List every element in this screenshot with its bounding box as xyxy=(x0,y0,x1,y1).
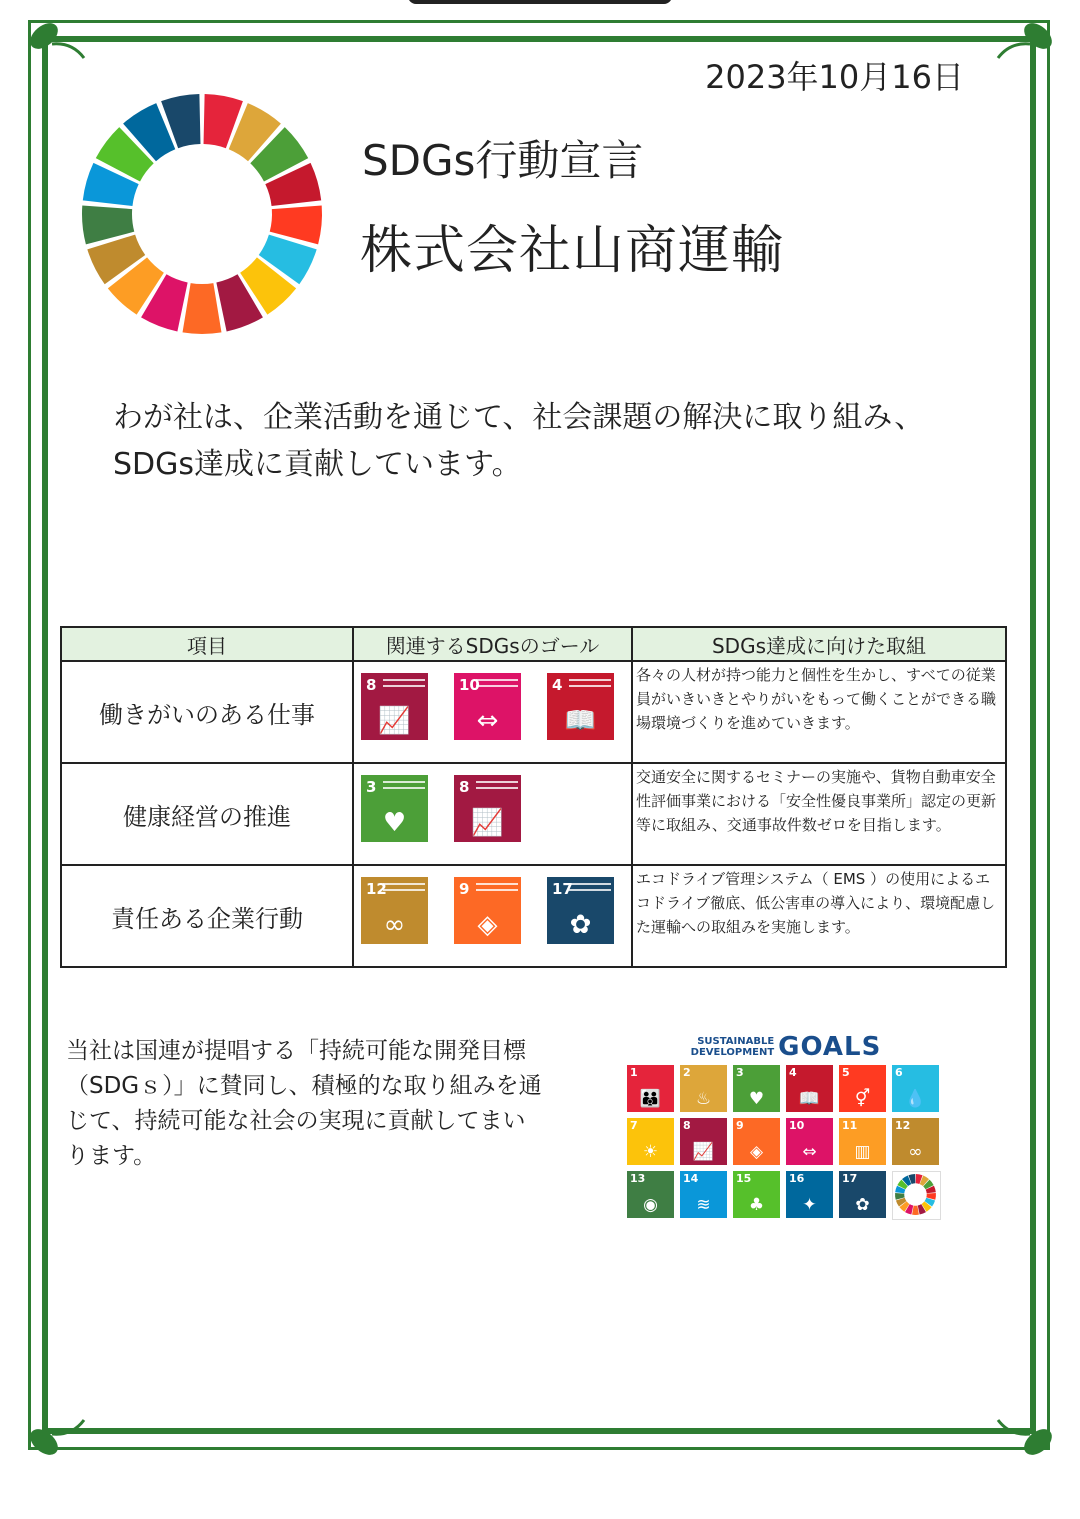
sdg-goal-number: 12 xyxy=(366,879,387,898)
goal-tile-icon: ✦ xyxy=(802,1195,817,1215)
column-header-item: 項目 xyxy=(61,627,353,661)
flower-icon: ✿ xyxy=(569,909,592,940)
page-title: SDGs行動宣言 xyxy=(362,136,644,185)
sdg-goal-caption-lines xyxy=(383,781,425,789)
row-goal-icons xyxy=(353,865,632,967)
sdg-goal-number: 10 xyxy=(459,675,480,694)
sdg-goal-17-flower-icon xyxy=(547,877,614,944)
goals-logo-small-text xyxy=(691,1036,775,1058)
goal-tile-number: 16 xyxy=(789,1172,805,1185)
top-notch xyxy=(408,0,672,4)
goal-tile-icon: 📈 xyxy=(692,1142,715,1162)
sdgs-goals-grid xyxy=(627,1065,945,1220)
goal-tile-icon: ⚥ xyxy=(854,1089,871,1109)
chart-growth-icon: 📈 xyxy=(471,807,504,838)
goal-tile-10 xyxy=(786,1118,833,1165)
sdg-goal-caption-lines xyxy=(476,781,518,789)
goal-tile-icon: ◈ xyxy=(749,1142,764,1162)
goal-tile-number: 11 xyxy=(842,1119,858,1132)
goal-tile-17 xyxy=(839,1171,886,1218)
sdgs-goals-poster xyxy=(627,1033,945,1220)
sdg-goal-caption-lines xyxy=(476,883,518,891)
wheel-segment xyxy=(183,283,222,334)
goal-tile-8 xyxy=(680,1118,727,1165)
goal-tile-16 xyxy=(786,1171,833,1218)
book-icon: 📖 xyxy=(564,705,597,736)
declaration-text xyxy=(113,394,924,488)
goal-tile-number: 10 xyxy=(789,1119,805,1132)
goal-tile-number: 1 xyxy=(630,1066,638,1079)
sdg-goal-4-book-icon xyxy=(547,673,614,740)
sdg-goal-number: 17 xyxy=(552,879,573,898)
declaration-line: わが社は、企業活動を通じて、社会課題の解決に取り組み、 xyxy=(113,400,925,435)
goal-tile-icon: ⇔ xyxy=(802,1142,817,1162)
goal-tile-7 xyxy=(627,1118,674,1165)
goal-tile-number: 2 xyxy=(683,1066,691,1079)
goal-tile-icon: ♨ xyxy=(695,1089,712,1109)
sdgs-goals-logo xyxy=(627,1033,945,1061)
goal-tile-15 xyxy=(733,1171,780,1218)
goal-tile-number: 4 xyxy=(789,1066,797,1079)
row-goal-icons xyxy=(353,763,632,865)
goal-tile-4 xyxy=(786,1065,833,1112)
leaf-ornament-bottom-right xyxy=(990,1394,1060,1464)
sdg-goal-10-equality-icon xyxy=(454,673,521,740)
row-action-text: 各々の人材が持つ能力と個性を生かし、すべての従業員がいきいきとやりがいをもって働くことができる職場環境づくりを進めていきます。 xyxy=(632,661,1006,763)
cubes-icon: ◈ xyxy=(477,909,498,940)
goal-tile-2 xyxy=(680,1065,727,1112)
goal-tile-1 xyxy=(627,1065,674,1112)
goal-tile-number: 12 xyxy=(895,1119,911,1132)
goal-tile-number: 7 xyxy=(630,1119,638,1132)
goal-tile-6 xyxy=(892,1065,939,1112)
table-header-row xyxy=(61,627,1006,661)
row-item-label: 働きがいのある仕事 xyxy=(61,661,353,763)
goal-tile-icon: 💧 xyxy=(904,1089,927,1109)
goal-tile-number: 3 xyxy=(736,1066,744,1079)
goal-tile-number: 6 xyxy=(895,1066,903,1079)
goal-tile-number: 17 xyxy=(842,1172,858,1185)
goal-tile-icon: ✿ xyxy=(855,1195,870,1215)
goal-tile-5 xyxy=(839,1065,886,1112)
sdg-goal-caption-lines xyxy=(569,679,611,687)
pledge-text: 当社は国連が提唱する「持続可能な開発目標（SDGｓ）」に賛同し、積極的な取り組みを通じて、持続可能な社会の実現に貢献してまいります。 xyxy=(66,1038,542,1169)
sdg-goal-number: 9 xyxy=(459,879,470,898)
goal-tile-number: 8 xyxy=(683,1119,691,1132)
goals-logo-line1: SUSTAINABLE xyxy=(697,1036,775,1047)
table-row xyxy=(61,763,1006,865)
declaration-line: SDGs達成に貢献しています。 xyxy=(113,447,522,482)
goals-logo-big-text: GOALS xyxy=(778,1032,882,1062)
column-header-goals: 関連するSDGsのゴール xyxy=(353,627,632,661)
sdg-goal-number: 3 xyxy=(366,777,377,796)
goal-tile-icon: 👪 xyxy=(639,1089,662,1109)
sdg-goal-caption-lines xyxy=(476,679,518,687)
goal-tile-icon: ▥ xyxy=(854,1142,871,1162)
row-goal-icons xyxy=(353,661,632,763)
sdg-goal-8-chart-growth-icon xyxy=(454,775,521,842)
goal-tile-icon: ∞ xyxy=(908,1142,923,1162)
leaf-ornament-top-right xyxy=(990,14,1060,84)
wheel-segment xyxy=(912,1206,919,1215)
sdg-goal-8-chart-growth-icon xyxy=(361,673,428,740)
goal-tile-icon: ☀ xyxy=(642,1142,659,1162)
column-header-actions: SDGs達成に向けた取組 xyxy=(632,627,1006,661)
goal-tile-11 xyxy=(839,1118,886,1165)
company-name: 株式会社山商運輸 xyxy=(360,221,785,281)
sdg-goal-number: 8 xyxy=(366,675,377,694)
goals-logo-line2: DEVELOPMENT xyxy=(690,1047,775,1058)
goal-tile-12 xyxy=(892,1118,939,1165)
goal-tile-number: 13 xyxy=(630,1172,646,1185)
goal-tile-icon: ♣ xyxy=(748,1195,765,1215)
sdg-goal-number: 4 xyxy=(552,675,563,694)
goal-tile-3 xyxy=(733,1065,780,1112)
goal-tile-wheel xyxy=(892,1171,941,1220)
sdg-goal-number: 8 xyxy=(459,777,470,796)
goal-tile-13 xyxy=(627,1171,674,1218)
goal-tile-number: 14 xyxy=(683,1172,699,1185)
chart-growth-icon: 📈 xyxy=(378,705,411,736)
date-label: 2023年10月16日 xyxy=(705,58,964,96)
sdg-goal-caption-lines xyxy=(569,883,611,891)
sdgs-color-wheel-logo xyxy=(80,92,324,336)
sdg-goal-caption-lines xyxy=(383,679,425,687)
row-item-label: 責任ある企業行動 xyxy=(61,865,353,967)
goal-tile-icon: 📖 xyxy=(798,1089,821,1109)
leaf-ornament-top-left xyxy=(22,14,92,84)
row-item-label: 健康経営の推進 xyxy=(61,763,353,865)
goal-tile-9 xyxy=(733,1118,780,1165)
sdg-goal-caption-lines xyxy=(383,883,425,891)
leaf-ornament-bottom-left xyxy=(22,1394,92,1464)
heartbeat-icon: ♥ xyxy=(382,807,407,838)
goal-tile-number: 15 xyxy=(736,1172,752,1185)
goal-tile-icon: ◉ xyxy=(643,1195,658,1215)
goal-tile-number: 5 xyxy=(842,1066,850,1079)
infinity-icon: ∞ xyxy=(383,909,406,940)
goal-tile-number: 9 xyxy=(736,1119,744,1132)
sdg-goal-9-cubes-icon xyxy=(454,877,521,944)
goal-tile-14 xyxy=(680,1171,727,1218)
mini-sdgs-wheel-icon xyxy=(893,1172,938,1217)
table-row xyxy=(61,865,1006,967)
goal-tile-icon: ≋ xyxy=(696,1195,711,1215)
sdgs-goals-table xyxy=(60,626,1007,968)
sdg-goal-12-infinity-icon xyxy=(361,877,428,944)
row-action-text: 交通安全に関するセミナーの実施や、貨物自動車安全性評価事業における「安全性優良事業所」認定の更新等に取組み、交通事故件数ゼロを目指します。 xyxy=(632,763,1006,865)
table-row xyxy=(61,661,1006,763)
sdg-goal-3-heartbeat-icon xyxy=(361,775,428,842)
equality-icon: ⇔ xyxy=(476,705,499,736)
row-action-text: エコドライブ管理システム（ EMS ）の使用によるエコドライブ徹底、低公害車の導入により、環境配慮した運輸への取組みを実施します。 xyxy=(632,865,1006,967)
goal-tile-icon: ♥ xyxy=(748,1089,765,1109)
